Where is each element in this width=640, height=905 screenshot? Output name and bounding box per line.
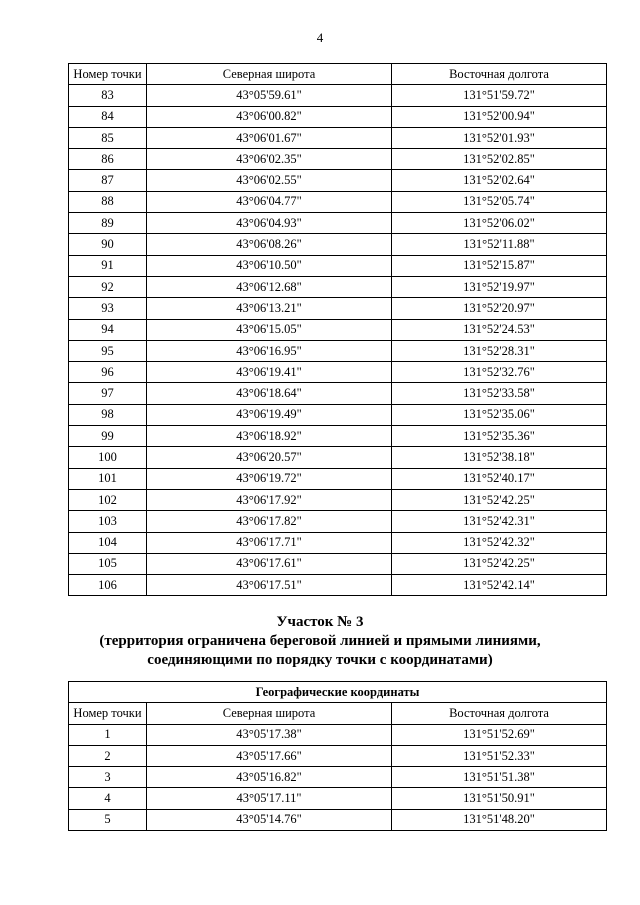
table-row bbox=[69, 809, 607, 830]
header-point-number: Номер точки bbox=[69, 64, 147, 85]
coordinates-table-1 bbox=[68, 63, 607, 596]
table-row bbox=[69, 404, 607, 425]
cell-north-latitude: 43°06'04.93" bbox=[147, 213, 392, 234]
cell-north-latitude: 43°06'13.21" bbox=[147, 298, 392, 319]
cell-east-longitude: 131°52'38.18" bbox=[392, 447, 607, 468]
table-2-body bbox=[69, 724, 607, 830]
table-1-body bbox=[69, 85, 607, 596]
table-row bbox=[69, 447, 607, 468]
section-title: Участок № 3 bbox=[276, 614, 364, 630]
cell-point-number: 88 bbox=[69, 191, 147, 212]
cell-east-longitude: 131°52'40.17" bbox=[392, 468, 607, 489]
table-row bbox=[69, 149, 607, 170]
cell-point-number: 83 bbox=[69, 85, 147, 106]
cell-east-longitude: 131°52'32.76" bbox=[392, 362, 607, 383]
table-row bbox=[69, 255, 607, 276]
cell-north-latitude: 43°06'17.82" bbox=[147, 511, 392, 532]
cell-east-longitude: 131°52'02.85" bbox=[392, 149, 607, 170]
table-row bbox=[69, 383, 607, 404]
cell-east-longitude: 131°52'42.25" bbox=[392, 489, 607, 510]
cell-point-number: 97 bbox=[69, 383, 147, 404]
section-subtitle-line-2: соединяющими по порядку точки с координатами) bbox=[147, 652, 493, 668]
cell-east-longitude: 131°51'59.72" bbox=[392, 85, 607, 106]
cell-point-number: 99 bbox=[69, 426, 147, 447]
cell-north-latitude: 43°06'19.41" bbox=[147, 362, 392, 383]
cell-east-longitude: 131°52'19.97" bbox=[392, 276, 607, 297]
table-row bbox=[69, 191, 607, 212]
section-subtitle-line-1: (территория ограничена береговой линией и прямыми линиями, bbox=[99, 633, 541, 649]
table-row bbox=[69, 767, 607, 788]
cell-north-latitude: 43°06'19.72" bbox=[147, 468, 392, 489]
header-point-number: Номер точки bbox=[69, 703, 147, 724]
cell-point-number: 84 bbox=[69, 106, 147, 127]
cell-point-number: 98 bbox=[69, 404, 147, 425]
cell-north-latitude: 43°06'02.35" bbox=[147, 149, 392, 170]
cell-east-longitude: 131°52'05.74" bbox=[392, 191, 607, 212]
table-row bbox=[69, 575, 607, 596]
cell-east-longitude: 131°52'06.02" bbox=[392, 213, 607, 234]
cell-east-longitude: 131°52'42.14" bbox=[392, 575, 607, 596]
cell-point-number: 86 bbox=[69, 149, 147, 170]
table-row bbox=[69, 106, 607, 127]
table-row bbox=[69, 170, 607, 191]
cell-point-number: 103 bbox=[69, 511, 147, 532]
cell-north-latitude: 43°06'17.71" bbox=[147, 532, 392, 553]
cell-point-number: 101 bbox=[69, 468, 147, 489]
cell-north-latitude: 43°06'17.92" bbox=[147, 489, 392, 510]
cell-point-number: 94 bbox=[69, 319, 147, 340]
cell-point-number: 5 bbox=[69, 809, 147, 830]
cell-point-number: 2 bbox=[69, 745, 147, 766]
cell-east-longitude: 131°52'01.93" bbox=[392, 127, 607, 148]
table-row bbox=[69, 511, 607, 532]
cell-north-latitude: 43°05'14.76" bbox=[147, 809, 392, 830]
header-north-latitude: Северная широта bbox=[147, 703, 392, 724]
cell-north-latitude: 43°06'08.26" bbox=[147, 234, 392, 255]
table-row bbox=[69, 340, 607, 361]
header-geographic-coordinates: Географические координаты bbox=[69, 682, 607, 703]
cell-north-latitude: 43°06'18.92" bbox=[147, 426, 392, 447]
cell-point-number: 93 bbox=[69, 298, 147, 319]
coordinates-table-2 bbox=[68, 681, 607, 831]
page-number: 4 bbox=[316, 30, 324, 45]
cell-east-longitude: 131°52'24.53" bbox=[392, 319, 607, 340]
cell-north-latitude: 43°06'17.61" bbox=[147, 553, 392, 574]
cell-north-latitude: 43°06'16.95" bbox=[147, 340, 392, 361]
cell-east-longitude: 131°52'42.32" bbox=[392, 532, 607, 553]
cell-north-latitude: 43°05'17.38" bbox=[147, 724, 392, 745]
table-row bbox=[69, 468, 607, 489]
cell-north-latitude: 43°06'12.68" bbox=[147, 276, 392, 297]
cell-east-longitude: 131°52'15.87" bbox=[392, 255, 607, 276]
cell-point-number: 1 bbox=[69, 724, 147, 745]
cell-point-number: 4 bbox=[69, 788, 147, 809]
cell-east-longitude: 131°51'51.38" bbox=[392, 767, 607, 788]
cell-east-longitude: 131°51'48.20" bbox=[392, 809, 607, 830]
cell-point-number: 89 bbox=[69, 213, 147, 234]
table-row bbox=[69, 276, 607, 297]
cell-east-longitude: 131°52'02.64" bbox=[392, 170, 607, 191]
table-row bbox=[69, 489, 607, 510]
table-row bbox=[69, 426, 607, 447]
cell-point-number: 105 bbox=[69, 553, 147, 574]
cell-point-number: 87 bbox=[69, 170, 147, 191]
cell-east-longitude: 131°51'52.69" bbox=[392, 724, 607, 745]
table-row bbox=[69, 724, 607, 745]
cell-north-latitude: 43°06'00.82" bbox=[147, 106, 392, 127]
cell-east-longitude: 131°52'42.31" bbox=[392, 511, 607, 532]
cell-north-latitude: 43°06'04.77" bbox=[147, 191, 392, 212]
cell-point-number: 92 bbox=[69, 276, 147, 297]
table-row bbox=[69, 213, 607, 234]
cell-east-longitude: 131°52'20.97" bbox=[392, 298, 607, 319]
table-row bbox=[69, 234, 607, 255]
cell-east-longitude: 131°51'50.91" bbox=[392, 788, 607, 809]
table-row bbox=[69, 319, 607, 340]
table-row bbox=[69, 532, 607, 553]
cell-east-longitude: 131°52'35.36" bbox=[392, 426, 607, 447]
cell-north-latitude: 43°06'10.50" bbox=[147, 255, 392, 276]
cell-north-latitude: 43°06'19.49" bbox=[147, 404, 392, 425]
cell-point-number: 95 bbox=[69, 340, 147, 361]
cell-east-longitude: 131°52'28.31" bbox=[392, 340, 607, 361]
cell-east-longitude: 131°51'52.33" bbox=[392, 745, 607, 766]
cell-point-number: 106 bbox=[69, 575, 147, 596]
cell-point-number: 96 bbox=[69, 362, 147, 383]
cell-point-number: 102 bbox=[69, 489, 147, 510]
cell-north-latitude: 43°06'15.05" bbox=[147, 319, 392, 340]
cell-north-latitude: 43°05'59.61" bbox=[147, 85, 392, 106]
cell-north-latitude: 43°05'17.66" bbox=[147, 745, 392, 766]
cell-east-longitude: 131°52'33.58" bbox=[392, 383, 607, 404]
table-row bbox=[69, 85, 607, 106]
table-row bbox=[69, 362, 607, 383]
cell-point-number: 90 bbox=[69, 234, 147, 255]
cell-north-latitude: 43°06'17.51" bbox=[147, 575, 392, 596]
cell-east-longitude: 131°52'00.94" bbox=[392, 106, 607, 127]
cell-point-number: 85 bbox=[69, 127, 147, 148]
table-group-header-row bbox=[69, 682, 607, 703]
cell-east-longitude: 131°52'11.88" bbox=[392, 234, 607, 255]
cell-north-latitude: 43°06'01.67" bbox=[147, 127, 392, 148]
cell-point-number: 100 bbox=[69, 447, 147, 468]
table-row bbox=[69, 788, 607, 809]
table-row bbox=[69, 298, 607, 319]
cell-east-longitude: 131°52'42.25" bbox=[392, 553, 607, 574]
cell-north-latitude: 43°06'18.64" bbox=[147, 383, 392, 404]
cell-north-latitude: 43°05'16.82" bbox=[147, 767, 392, 788]
table-row bbox=[69, 553, 607, 574]
section-heading bbox=[0, 613, 640, 670]
cell-point-number: 3 bbox=[69, 767, 147, 788]
header-east-longitude: Восточная долгота bbox=[392, 703, 607, 724]
cell-north-latitude: 43°05'17.11" bbox=[147, 788, 392, 809]
cell-east-longitude: 131°52'35.06" bbox=[392, 404, 607, 425]
table-header-row bbox=[69, 703, 607, 724]
table-row bbox=[69, 127, 607, 148]
table-header-row bbox=[69, 64, 607, 85]
cell-point-number: 104 bbox=[69, 532, 147, 553]
header-north-latitude: Северная широта bbox=[147, 64, 392, 85]
cell-north-latitude: 43°06'02.55" bbox=[147, 170, 392, 191]
cell-north-latitude: 43°06'20.57" bbox=[147, 447, 392, 468]
table-row bbox=[69, 745, 607, 766]
cell-point-number: 91 bbox=[69, 255, 147, 276]
header-east-longitude: Восточная долгота bbox=[392, 64, 607, 85]
